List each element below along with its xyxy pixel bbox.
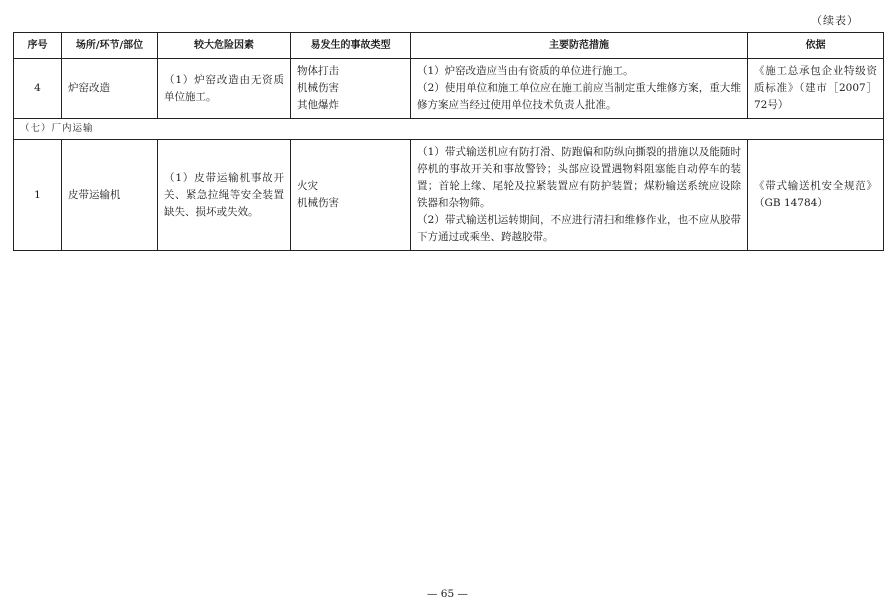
row-measures [411, 140, 748, 251]
header-accident-type: 易发生的事故类型 [291, 33, 411, 59]
measure-item: （1）炉窑改造应当由有资质的单位进行施工。 [417, 65, 634, 77]
header-hazard: 较大危险因素 [158, 33, 291, 59]
accident-type: 机械伤害 [297, 82, 339, 94]
row-accident-types [291, 140, 411, 251]
row-hazard: （1）皮带运输机事故开关、紧急拉绳等安全装置缺失、损坏或失效。 [158, 140, 291, 251]
accident-type: 物体打击 [297, 65, 339, 77]
row-measures [411, 59, 748, 119]
row-accident-types [291, 59, 411, 119]
measure-item: （1）带式输送机应有防打滑、防跑偏和防纵向撕裂的措施以及能随时停机的事故开关和事故警铃；头部应设置遇物料阻塞能自动停车的装置；首轮上缘、尾轮及拉紧装置应有防护装置；煤粉输送系统应设除铁器和杂物筛。 [417, 146, 741, 209]
measure-item: （2）使用单位和施工单位应在施工前应当制定重大维修方案，重大维修方案应当经过使用单位技术负责人批准。 [417, 82, 741, 111]
table-row [14, 59, 884, 119]
row-location: 炉窑改造 [62, 59, 158, 119]
accident-type: 机械伤害 [297, 197, 339, 209]
table-header-row [14, 33, 884, 59]
row-location: 皮带运输机 [62, 140, 158, 251]
table-row [14, 140, 884, 251]
accident-type: 其他爆炸 [297, 99, 339, 111]
header-index: 序号 [14, 33, 62, 59]
row-basis: 《带式输送机安全规范》（GB 14784） [748, 140, 884, 251]
measure-item: （2）带式输送机运转期间，不应进行清扫和维修作业，也不应从胶带下方通过或乘坐、跨越胶带。 [417, 214, 741, 243]
header-location: 场所/环节/部位 [62, 33, 158, 59]
accident-type: 火灾 [297, 180, 318, 192]
section-row [14, 119, 884, 140]
row-hazard: （1）炉窑改造由无资质单位施工。 [158, 59, 291, 119]
hazard-table [13, 32, 884, 251]
row-index: 4 [14, 59, 62, 119]
section-title: （七）厂内运输 [14, 119, 884, 140]
header-measures: 主要防范措施 [411, 33, 748, 59]
row-index: 1 [14, 140, 62, 251]
continued-label: （续表） [811, 14, 859, 27]
row-basis: 《施工总承包企业特级资质标准》（建市［2007］72号） [748, 59, 884, 119]
header-basis: 依据 [748, 33, 884, 59]
page-number: — 65 — [426, 588, 469, 600]
